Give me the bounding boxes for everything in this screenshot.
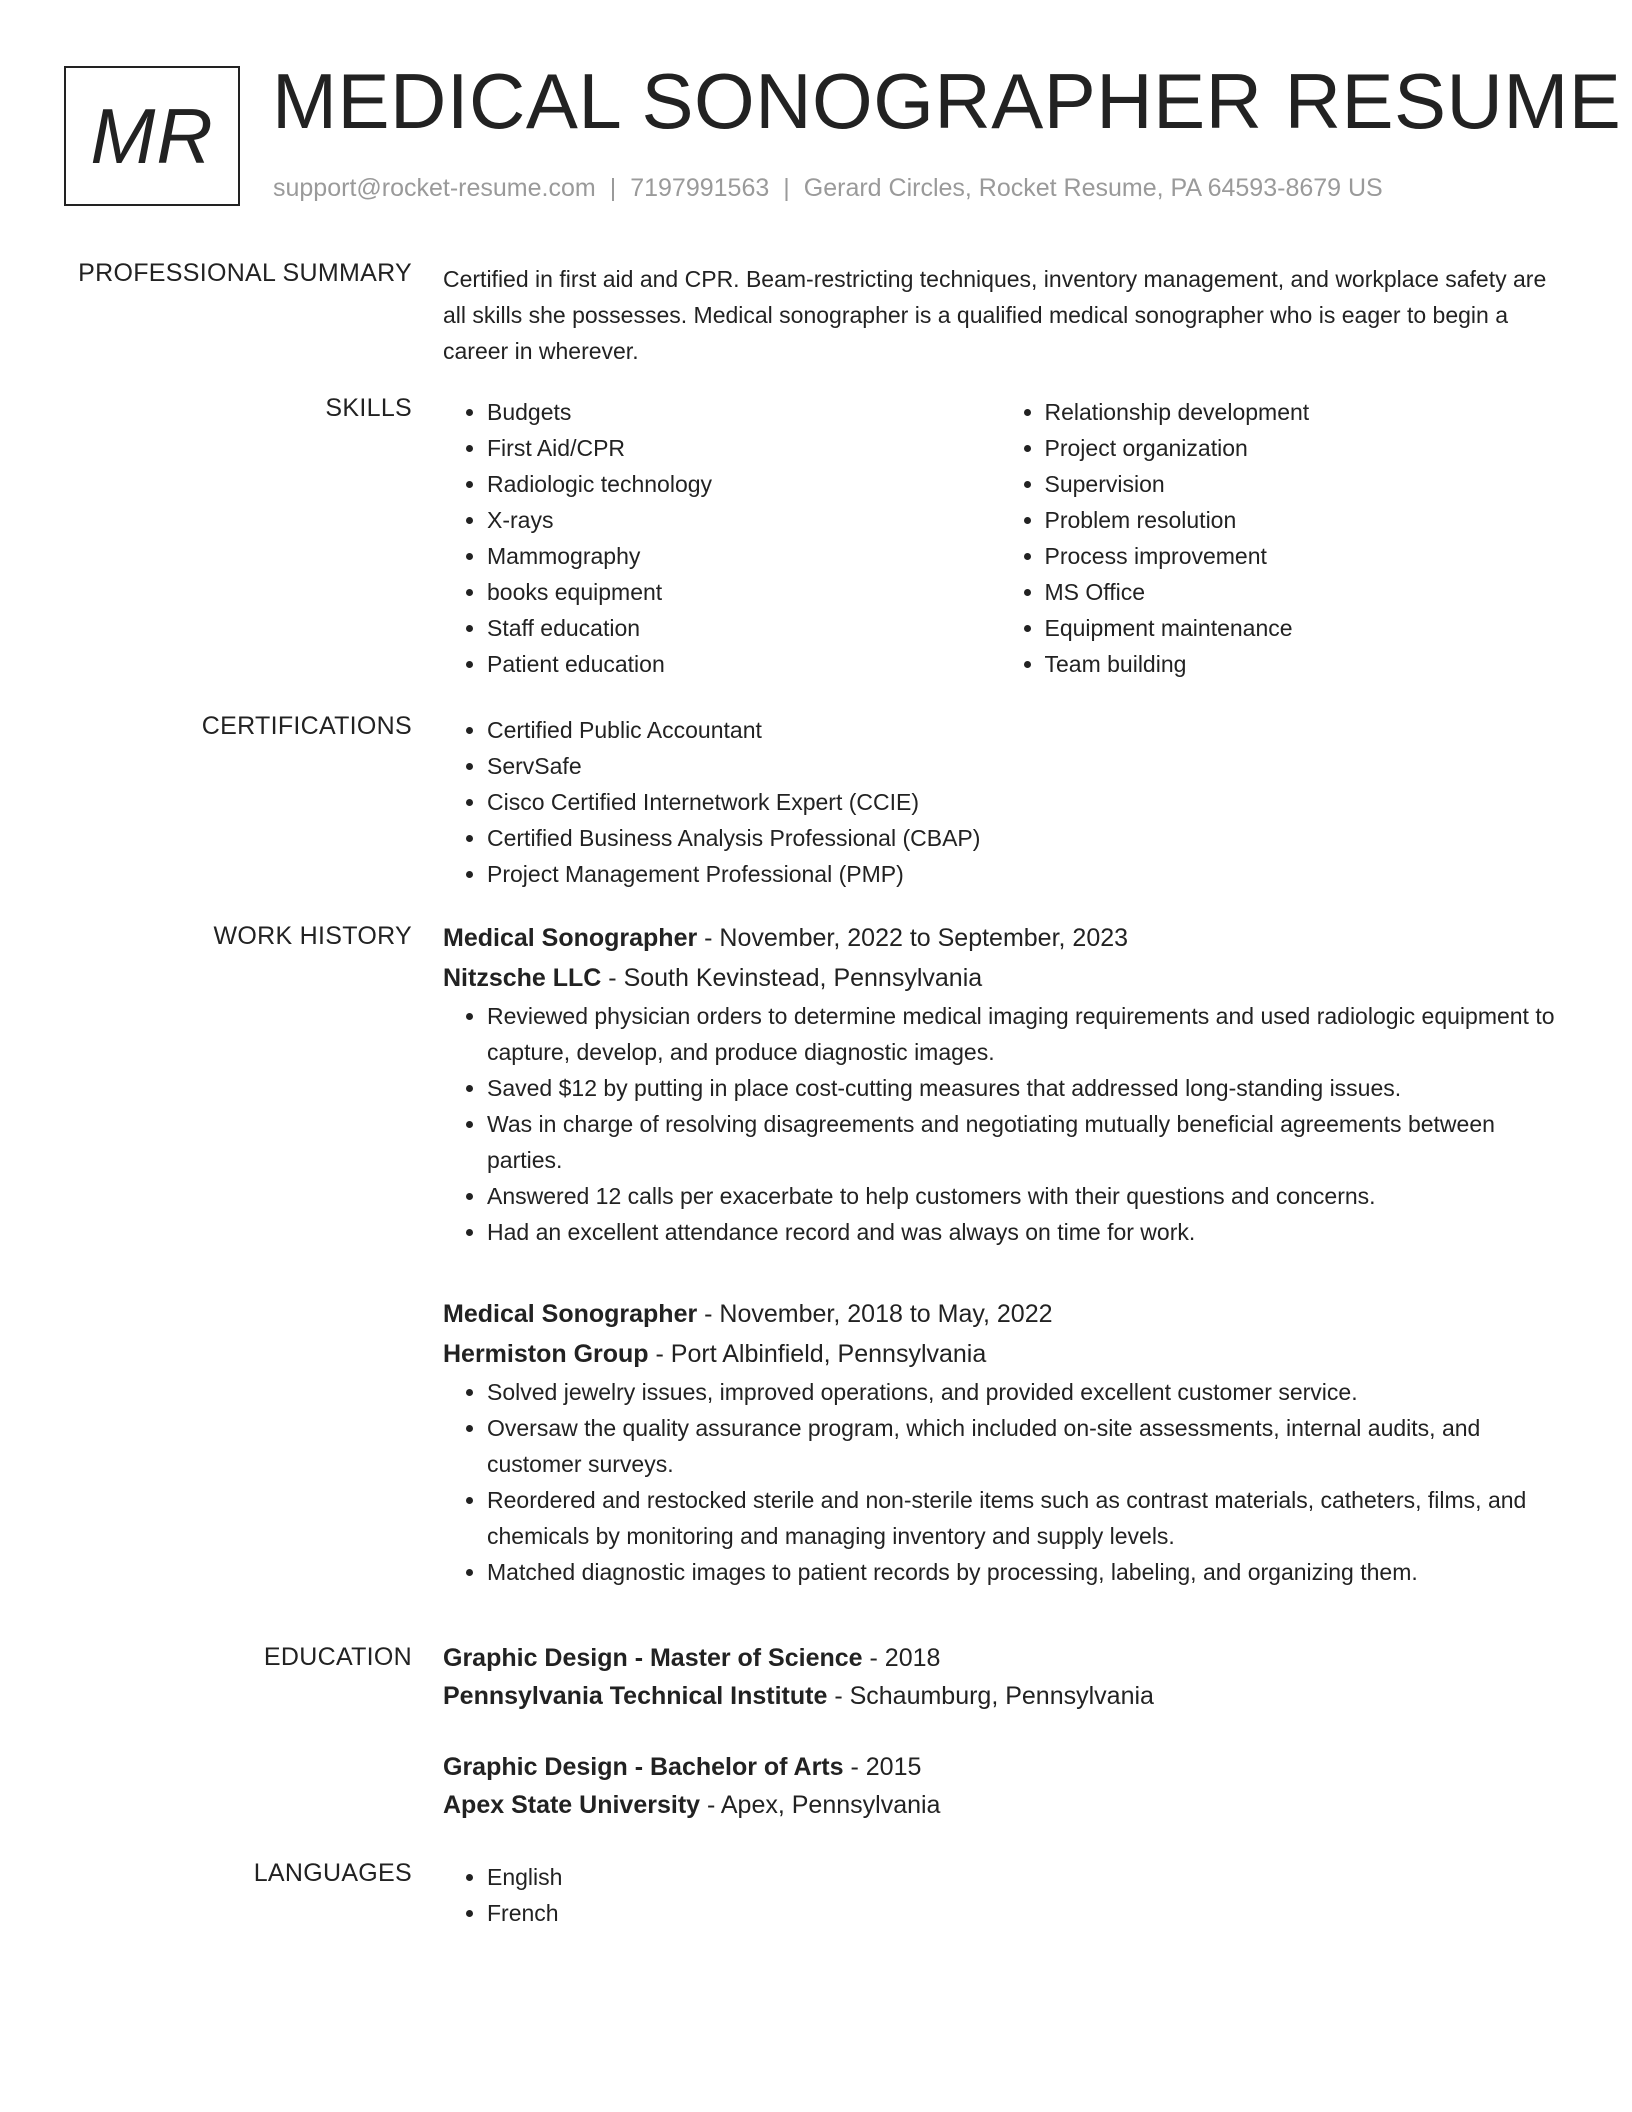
job-bullet: • Matched diagnostic images to patient records by processing, labeling, and organizing them. — [487, 1554, 1558, 1590]
languages-body — [443, 1859, 1558, 1931]
job-title: Medical Sonographer — [443, 1300, 698, 1328]
skill-item: • MS Office — [1045, 574, 1559, 610]
skill-item: • Budgets — [487, 394, 1001, 430]
skills-list-left — [443, 394, 1001, 682]
skill-item: • books equipment — [487, 574, 1001, 610]
education-entry — [443, 1748, 1558, 1824]
job-bullet: • Answered 12 calls per exacerbate to help customers with their questions and concerns. — [487, 1178, 1558, 1214]
certification-item: • Certified Public Accountant — [487, 712, 1558, 748]
education-entry — [443, 1639, 1558, 1715]
summary-text: Certified in first aid and CPR. Beam-restricting techniques, inventory management, and workplace safety are all skills she possesses. Medical sonographer is a qualified medical sonographer who is eager to begin a career in wherever. — [443, 266, 1547, 364]
contact-phone: 7197991563 — [630, 174, 770, 202]
skill-item: • Mammography — [487, 538, 1001, 574]
education-location: - Schaumburg, Pennsylvania — [827, 1682, 1154, 1710]
certification-item: • Certified Business Analysis Professional (CBAP) — [487, 820, 1558, 856]
contact-separator: | — [609, 174, 617, 202]
job-entry — [443, 1294, 1558, 1590]
contact-separator: | — [783, 174, 790, 202]
education-degree: Graphic Design - Bachelor of Arts — [443, 1753, 844, 1781]
job-company-line — [443, 1334, 1558, 1374]
contact-line — [273, 174, 1383, 203]
education-school: Apex State University — [443, 1791, 701, 1819]
education-year: - 2015 — [843, 1753, 922, 1781]
skill-item: • Problem resolution — [1045, 502, 1559, 538]
section-label-education: EDUCATION — [263, 1643, 412, 1671]
job-location: - South Kevinstead, Pennsylvania — [601, 964, 983, 992]
resume-title: MEDICAL SONOGRAPHER RESUME — [272, 57, 1622, 145]
skill-item: • Staff education — [487, 610, 1001, 646]
skill-item: • Patient education — [487, 646, 1001, 682]
education-degree: Graphic Design - Master of Science — [443, 1644, 863, 1672]
skill-item: • Team building — [1045, 646, 1559, 682]
job-bullet: • Saved $12 by putting in place cost-cutting measures that addressed long-standing issues. — [487, 1070, 1558, 1106]
education-year: - 2018 — [862, 1644, 941, 1672]
job-bullets — [443, 998, 1558, 1250]
languages-list — [443, 1859, 1558, 1931]
monogram-logo: MR — [64, 66, 240, 206]
skill-item: • X-rays — [487, 502, 1001, 538]
certification-item: • Project Management Professional (PMP) — [487, 856, 1558, 892]
job-title-line — [443, 1294, 1558, 1334]
skills-columns — [443, 394, 1558, 682]
job-location: - Port Albinfield, Pennsylvania — [648, 1340, 987, 1368]
job-dates: - November, 2022 to September, 2023 — [697, 924, 1129, 952]
certifications-body — [443, 712, 1558, 892]
job-bullet: • Reordered and restocked sterile and non-sterile items such as contrast materials, catheters, films, and chemicals by monitoring and managing inventory and supply levels. — [487, 1482, 1558, 1554]
job-dates: - November, 2018 to May, 2022 — [697, 1300, 1053, 1328]
skill-item: • Equipment maintenance — [1045, 610, 1559, 646]
education-location: - Apex, Pennsylvania — [700, 1791, 941, 1819]
skill-item: • First Aid/CPR — [487, 430, 1001, 466]
section-label-certifications: CERTIFICATIONS — [201, 712, 412, 740]
education-school-line — [443, 1677, 1558, 1715]
certifications-list — [443, 712, 1558, 892]
section-label-work-history: WORK HISTORY — [213, 922, 412, 950]
job-title-line — [443, 918, 1558, 958]
job-bullets — [443, 1374, 1558, 1590]
job-bullet: • Was in charge of resolving disagreements and negotiating mutually beneficial agreements between parties. — [487, 1106, 1558, 1178]
contact-email: support@rocket-resume.com — [273, 174, 596, 202]
job-company-line — [443, 958, 1558, 998]
job-bullet: • Oversaw the quality assurance program, which included on-site assessments, internal audits, and customer surveys. — [487, 1410, 1558, 1482]
contact-address: Gerard Circles, Rocket Resume, PA 64593-8679 US — [803, 174, 1383, 202]
education-school: Pennsylvania Technical Institute — [443, 1682, 828, 1710]
job-bullet: • Reviewed physician orders to determine medical imaging requirements and used radiologic equipment to capture, develop, and produce diagnostic images. — [487, 998, 1558, 1070]
certification-item: • Cisco Certified Internetwork Expert (CCIE) — [487, 784, 1558, 820]
job-company: Nitzsche LLC — [443, 964, 602, 992]
job-company: Hermiston Group — [443, 1340, 649, 1368]
education-degree-line — [443, 1748, 1558, 1786]
skill-item: • Supervision — [1045, 466, 1559, 502]
job-bullet: • Solved jewelry issues, improved operations, and provided excellent customer service. — [487, 1374, 1558, 1410]
skill-item: • Radiologic technology — [487, 466, 1001, 502]
section-label-languages: LANGUAGES — [253, 1859, 412, 1887]
skill-item: • Process improvement — [1045, 538, 1559, 574]
job-bullet: • Had an excellent attendance record and was always on time for work. — [487, 1214, 1558, 1250]
section-label-skills: SKILLS — [325, 394, 412, 422]
skill-item: • Project organization — [1045, 430, 1559, 466]
skill-item: • Relationship development — [1045, 394, 1559, 430]
education-degree-line — [443, 1639, 1558, 1677]
certification-item: • ServSafe — [487, 748, 1558, 784]
education-school-line — [443, 1786, 1558, 1824]
skills-list-right — [1001, 394, 1559, 682]
language-item: • English — [487, 1859, 1558, 1895]
section-label-summary: PROFESSIONAL SUMMARY — [78, 259, 412, 287]
job-title: Medical Sonographer — [443, 924, 698, 952]
language-item: • French — [487, 1895, 1558, 1931]
job-entry — [443, 918, 1558, 1250]
